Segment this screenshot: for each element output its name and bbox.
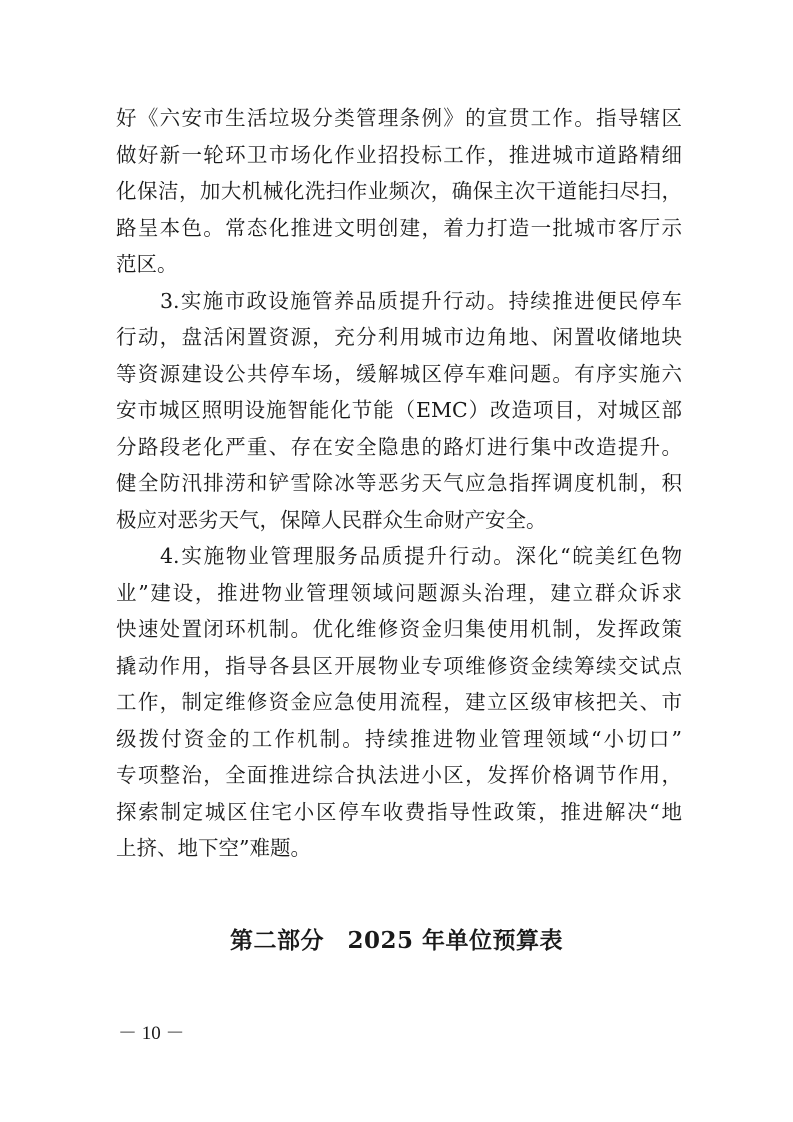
text-line: 范区。 bbox=[116, 252, 178, 276]
text-line: 做好新一轮环卫市场化作业招投标工作，推进城市道路精细 bbox=[116, 142, 682, 167]
text-line: 化保洁，加大机械化洗扫作业频次，确保主次干道能扫尽扫， bbox=[116, 179, 682, 203]
text-line: 4.实施物业管理服务品质提升行动。深化“皖美红色物 bbox=[160, 544, 682, 568]
paragraph-sanitation bbox=[116, 100, 682, 283]
text-line: 安市城区照明设施智能化节能（EMC）改造项目，对城区部 bbox=[116, 398, 682, 422]
text-line: 健全防汛排涝和铲雪除冰等恶劣天气应急指挥调度机制，积 bbox=[116, 471, 682, 495]
text-line: 等资源建设公共停车场，缓解城区停车难问题。有序实施六 bbox=[116, 361, 682, 386]
text-line: 探索制定城区住宅小区停车收费指导性政策，推进解决“地 bbox=[116, 799, 682, 824]
text-line: 工作，制定维修资金应急使用流程，建立区级审核把关、市 bbox=[116, 690, 682, 714]
text-line: 快速处置闭环机制。优化维修资金归集使用机制，发挥政策 bbox=[116, 617, 682, 641]
text-line: 好《六安市生活垃圾分类管理条例》的宣贯工作。指导辖区 bbox=[116, 106, 682, 130]
text-line: 行动，盘活闲置资源，充分利用城市边角地、闲置收储地块 bbox=[116, 325, 682, 349]
text-line: 级拨付资金的工作机制。持续推进物业管理领域“小切口” bbox=[116, 726, 682, 751]
document-body bbox=[116, 100, 682, 867]
paragraph-property-management bbox=[116, 538, 682, 867]
text-line: 撬动作用，指导各县区开展物业专项维修资金续筹续交试点 bbox=[116, 653, 682, 678]
page-number: － 10 － bbox=[118, 1023, 185, 1044]
text-line: 业”建设，推进物业管理领域问题源头治理，建立群众诉求 bbox=[116, 580, 682, 605]
text-line: 路呈本色。常态化推进文明创建，着力打造一批城市客厅示 bbox=[116, 215, 682, 240]
text-line: 3.实施市政设施管养品质提升行动。持续推进便民停车 bbox=[160, 288, 682, 313]
text-line: 上挤、地下空”难题。 bbox=[116, 836, 311, 860]
paragraph-municipal-facilities bbox=[116, 283, 682, 539]
section-heading: 第二部分 2025 年单位预算表 bbox=[229, 927, 564, 954]
text-line: 极应对恶劣天气，保障人民群众生命财产安全。 bbox=[116, 507, 547, 532]
text-line: 专项整治，全面推进综合执法进小区，发挥价格调节作用， bbox=[116, 763, 682, 787]
text-line: 分路段老化严重、存在安全隐患的路灯进行集中改造提升。 bbox=[116, 434, 682, 459]
